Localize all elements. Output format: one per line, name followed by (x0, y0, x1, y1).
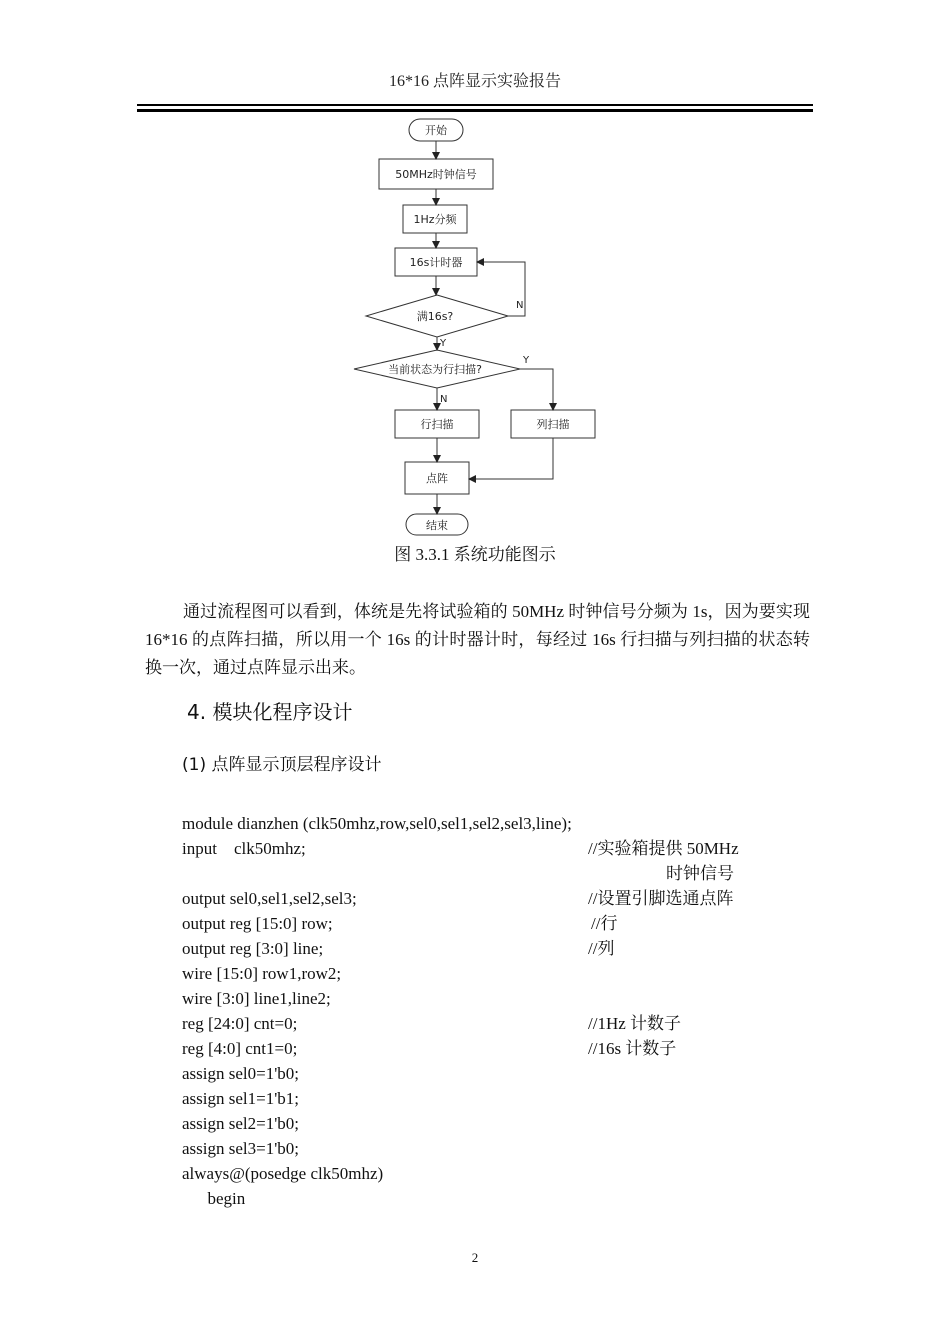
comment-output: //设置引脚选通点阵 (588, 889, 734, 908)
code-line: reg [24:0] cnt=0; (182, 1014, 298, 1033)
label-y1: Y (440, 338, 447, 349)
code-line: assign sel2=1'b0; (182, 1114, 300, 1133)
counter-label: 16s计时器 (409, 256, 463, 269)
code-line: output sel0,sel1,sel2,sel3; (182, 889, 357, 908)
header-rule-thin (137, 104, 813, 106)
code-line: wire [3:0] line1,line2; (182, 989, 331, 1008)
label-y2: Y (523, 355, 530, 366)
section-heading: 4. 模块化程序设计 (187, 700, 353, 724)
comment-row: //行 (591, 914, 618, 933)
end-label: 结束 (426, 519, 448, 532)
rowscan-label: 行扫描 (420, 418, 454, 431)
arrow-colscan-matrix (469, 438, 553, 479)
comment-input-cont: 时钟信号 (666, 864, 734, 883)
code-line: assign sel0=1'b0; (182, 1064, 300, 1083)
flowchart (340, 112, 630, 540)
matrix-label: 点阵 (426, 472, 448, 485)
decision2-label: 当前状态为行扫描? (388, 363, 482, 376)
code-line: assign sel3=1'b0; (182, 1139, 300, 1158)
comment-cnt1: //16s 计数子 (588, 1039, 677, 1058)
clock-label: 50MHz时钟信号 (395, 168, 477, 181)
code-line: begin (182, 1189, 246, 1208)
arrow-yes-colscan (520, 369, 553, 410)
code-line: always@(posedge clk50mhz) (182, 1164, 384, 1183)
figure-caption: 图 3.3.1 系统功能图示 (394, 545, 556, 564)
start-label: 开始 (425, 124, 447, 137)
comment-input: //实验箱提供 50MHz (588, 839, 739, 858)
body-paragraph: 通过流程图可以看到，体统是先将试验箱的 50MHz 时钟信号分频为 1s，因为要实现 16*16 的点阵扫描，所以用一个 16s 的计时器计时，每经过 16s 行扫描与列扫描的状态转换一次，通过点阵显示出来。 (145, 602, 810, 677)
label-n2: N (440, 394, 448, 405)
code-line: input clk50mhz; (182, 839, 306, 858)
label-n1: N (516, 300, 524, 311)
comment-line: //列 (588, 939, 615, 958)
decision1-label: 满16s? (416, 310, 454, 323)
page-number: 2 (471, 1250, 479, 1265)
code-line: assign sel1=1'b1; (182, 1089, 300, 1108)
code-line: output reg [15:0] row; (182, 914, 333, 933)
code-line: output reg [3:0] line; (182, 939, 324, 958)
code-line: wire [15:0] row1,row2; (182, 964, 342, 983)
comment-cnt: //1Hz 计数子 (588, 1014, 682, 1033)
divider-label: 1Hz分频 (413, 213, 457, 226)
code-line: reg [4:0] cnt1=0; (182, 1039, 298, 1058)
colscan-label: 列扫描 (536, 418, 570, 431)
code-line: module dianzhen (clk50mhz,row,sel0,sel1,sel2,sel3,line); (182, 814, 572, 833)
subsection-heading: (1) 点阵显示顶层程序设计 (182, 755, 382, 775)
running-header: 16*16 点阵显示实验报告 (388, 73, 561, 90)
